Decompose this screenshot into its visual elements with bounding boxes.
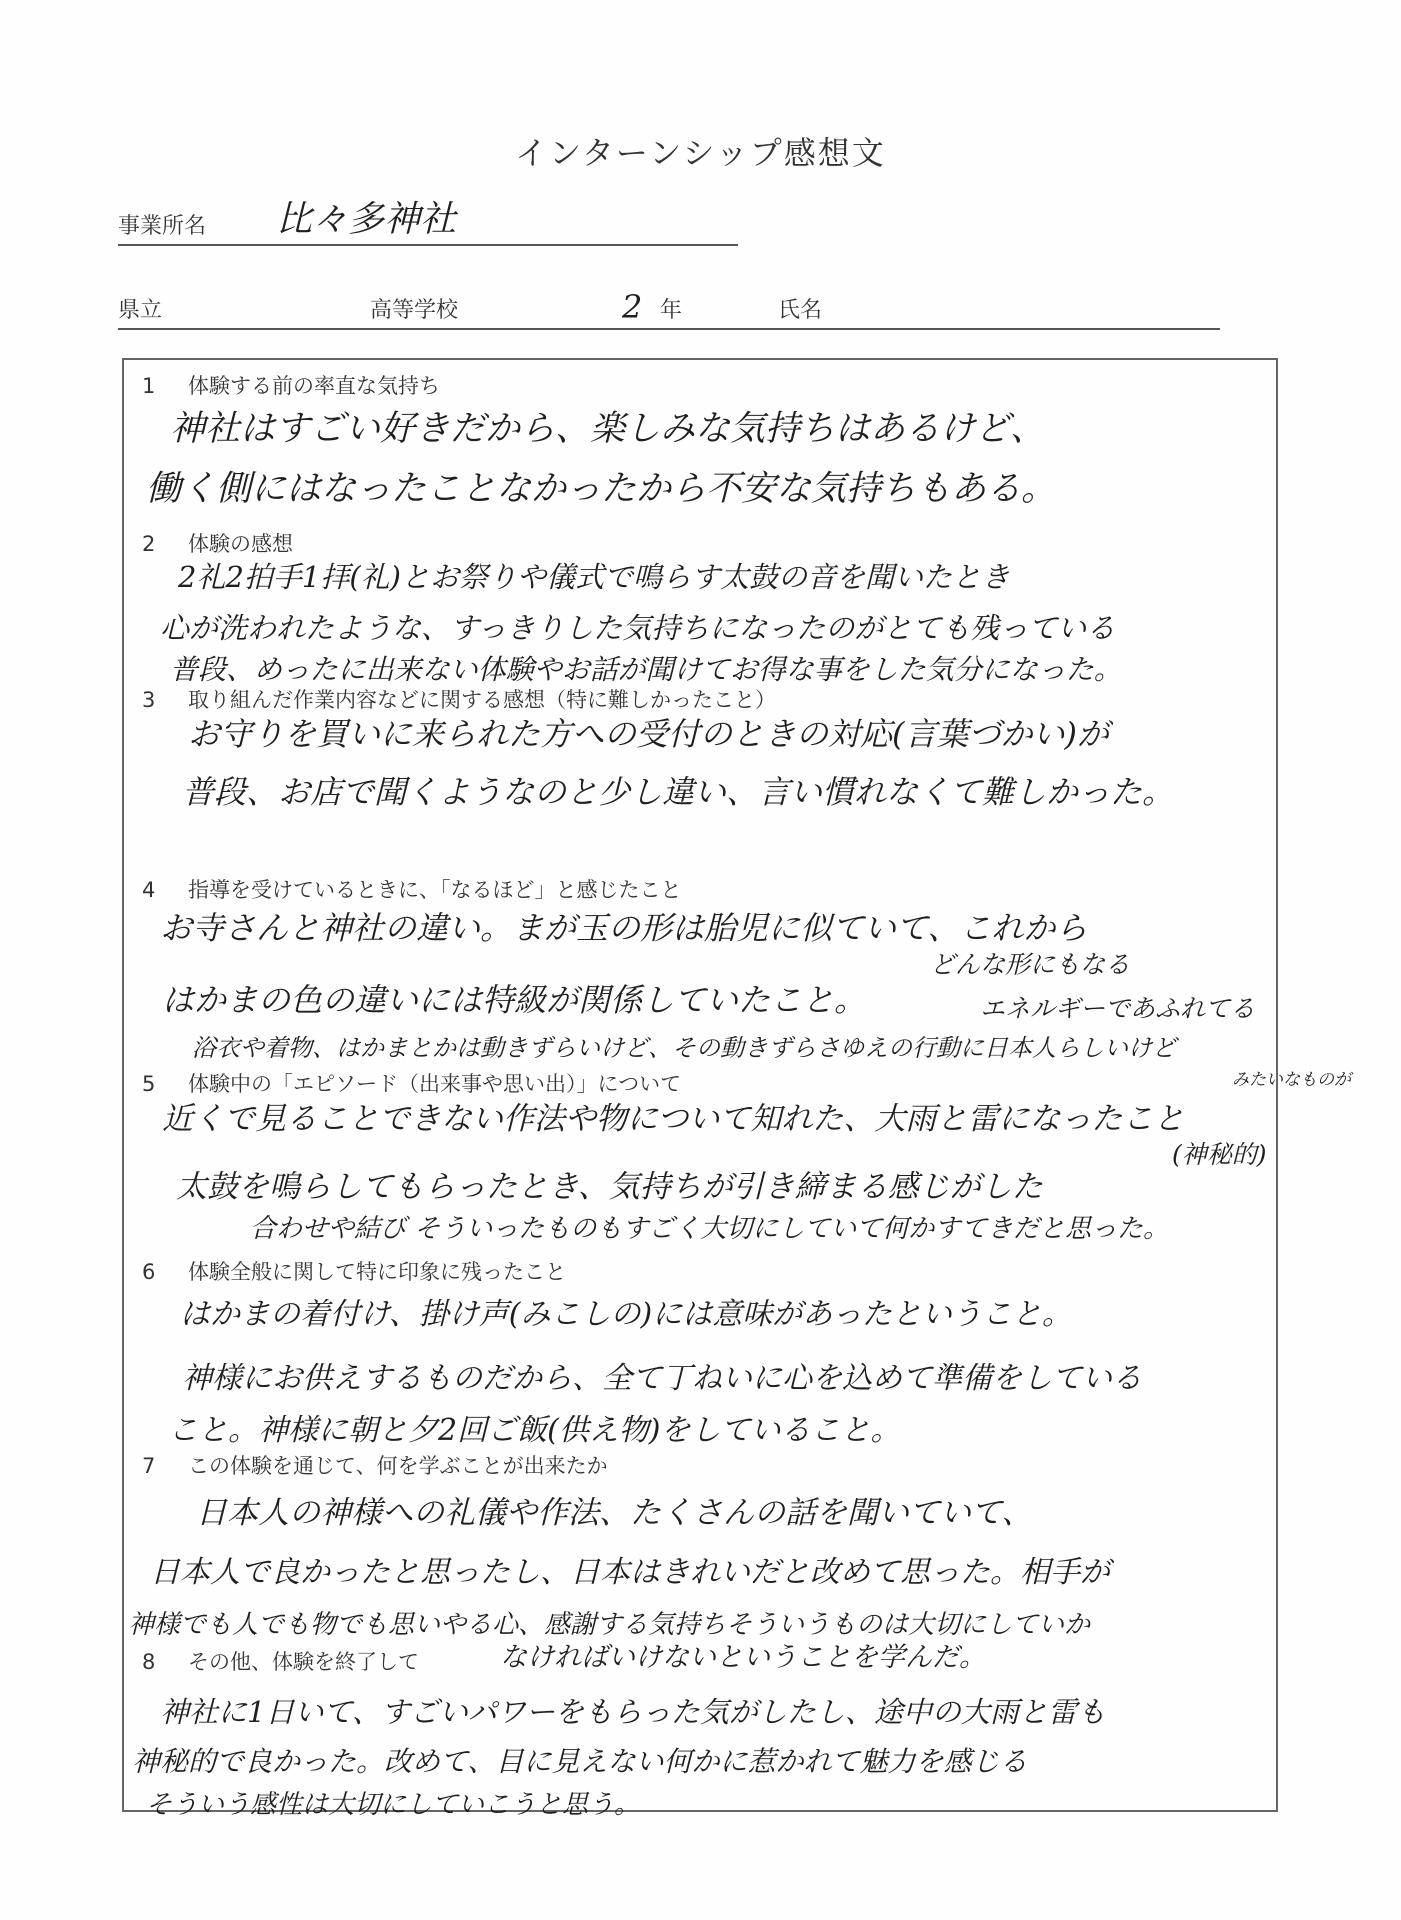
student-row	[118, 282, 1220, 330]
answer-note: (神秘的)	[1172, 1140, 1267, 1169]
answer-line: 心が洗われたような、すっきりした気持ちになったのがとても残っている	[160, 611, 1116, 645]
answer-line: 神社はすごい好きだから、楽しみな気持ちはあるけど、	[170, 409, 1046, 449]
prefecture-label: 県立	[118, 298, 163, 323]
answer-line: 神秘的で良かった。改めて、目に見えない何かに惹かれて魅力を感じる	[132, 1745, 1028, 1778]
answer-line: お寺さんと神社の違い。まが玉の形は胎児に似ていて、これから	[160, 909, 1088, 947]
answer-line: 浴衣や着物、はかまとかは動きずらいけど、その動きずらさゆえの行動に日本人らしいけど	[192, 1034, 1176, 1062]
section-number: 3	[142, 688, 156, 712]
answer-line: 働く側にはなったことなかったから不安な気持ちもある。	[146, 469, 1057, 509]
page-title: インターンシップ感想文	[515, 134, 886, 172]
section-number: 5	[142, 1072, 156, 1096]
section-number: 4	[142, 878, 156, 902]
answer-line: 神様でも人でも物でも思いやる心、感謝する気持ちそういうものは大切にしていか	[128, 1610, 1091, 1640]
section-label: その他、体験を終了して	[188, 1650, 419, 1674]
office-label: 事業所名	[118, 214, 207, 239]
section-4-heading	[142, 874, 682, 904]
office-value: 比々多神社	[276, 199, 457, 240]
section-number: 7	[142, 1454, 156, 1478]
section-2-heading	[142, 528, 293, 558]
section-label: 取り組んだ作業内容などに関する感想（特に難しかったこと）	[188, 688, 776, 712]
answer-line: 神社に1日いて、すごいパワーをもらった気がしたし、途中の大雨と雷も	[160, 1695, 1106, 1729]
section-number: 6	[142, 1260, 156, 1284]
answer-note: どんな形にもなる	[930, 950, 1131, 979]
answer-line: 日本人で良かったと思ったし、日本はきれいだと改めて思った。相手が	[150, 1555, 1110, 1590]
answer-line: 太鼓を鳴らしてもらったとき、気持ちが引き締まる感じがした	[176, 1169, 1043, 1205]
name-label: 氏名	[778, 298, 823, 323]
answer-line: こと。神様に朝と夕2回ご飯(供え物)をしていること。	[168, 1413, 901, 1448]
section-3-heading	[142, 684, 776, 714]
answer-line: 近くで見ることできない作法や物について知れた、大雨と雷になったこと	[162, 1101, 1185, 1137]
section-7-heading	[142, 1450, 608, 1480]
answer-line: 神様にお供えするものだから、全て丁ねいに心を込めて準備をしている	[182, 1361, 1142, 1396]
answer-line: 2礼2拍手1拝(礼)とお祭りや儀式で鳴らす太鼓の音を聞いたとき	[178, 560, 1010, 594]
answer-line: そういう感性は大切にしていこうと思う。	[146, 1790, 641, 1820]
grade-value: 2	[622, 288, 643, 326]
section-label: 体験の感想	[188, 532, 293, 556]
section-label: 体験全般に関して特に印象に残ったこと	[188, 1260, 566, 1284]
section-label: 体験中の「エピソード（出来事や思い出）」について	[188, 1072, 682, 1096]
answer-note: みたいなものが	[1232, 1070, 1351, 1090]
answer-line: 合わせや結び そういったものもすごく大切にしていて何かすてきだと思った。	[250, 1214, 1170, 1244]
section-label: この体験を通じて、何を学ぶことが出来たか	[188, 1454, 608, 1478]
answer-line: 普段、めったに出来ない体験やお話が聞けてお得な事をした気分になった。	[170, 653, 1122, 686]
section-5-heading	[142, 1068, 681, 1098]
section-6-heading	[142, 1256, 566, 1286]
section-label: 指導を受けているときに、「なるほど」と感じたこと	[188, 878, 682, 902]
section-number: 1	[142, 374, 156, 398]
section-1-heading	[142, 370, 440, 400]
answer-line: なければいけないということを学んだ。	[500, 1642, 986, 1673]
answer-line: お守りを買いに来られた方への受付のときの対応(言葉づかい)が	[188, 715, 1109, 753]
answer-line: 日本人の神様への礼儀や作法、たくさんの話を聞いていて、	[196, 1495, 1033, 1531]
section-8-heading	[142, 1646, 419, 1676]
section-number: 2	[142, 532, 156, 556]
answer-note: エネルギーであふれてる	[980, 994, 1256, 1023]
school-label: 高等学校	[370, 298, 459, 323]
section-number: 8	[142, 1650, 156, 1674]
office-row	[118, 198, 738, 246]
grade-label: 年	[660, 298, 683, 323]
answer-line: はかまの着付け、掛け声(みこしの)には意味があったということ。	[180, 1297, 1072, 1332]
section-label: 体験する前の率直な気持ち	[188, 374, 440, 398]
answer-line: 普段、お店で聞くようなのと少し違い、言い慣れなくて難しかった。	[182, 773, 1175, 811]
answer-line: はかまの色の違いには特級が関係していたこと。	[162, 981, 867, 1019]
